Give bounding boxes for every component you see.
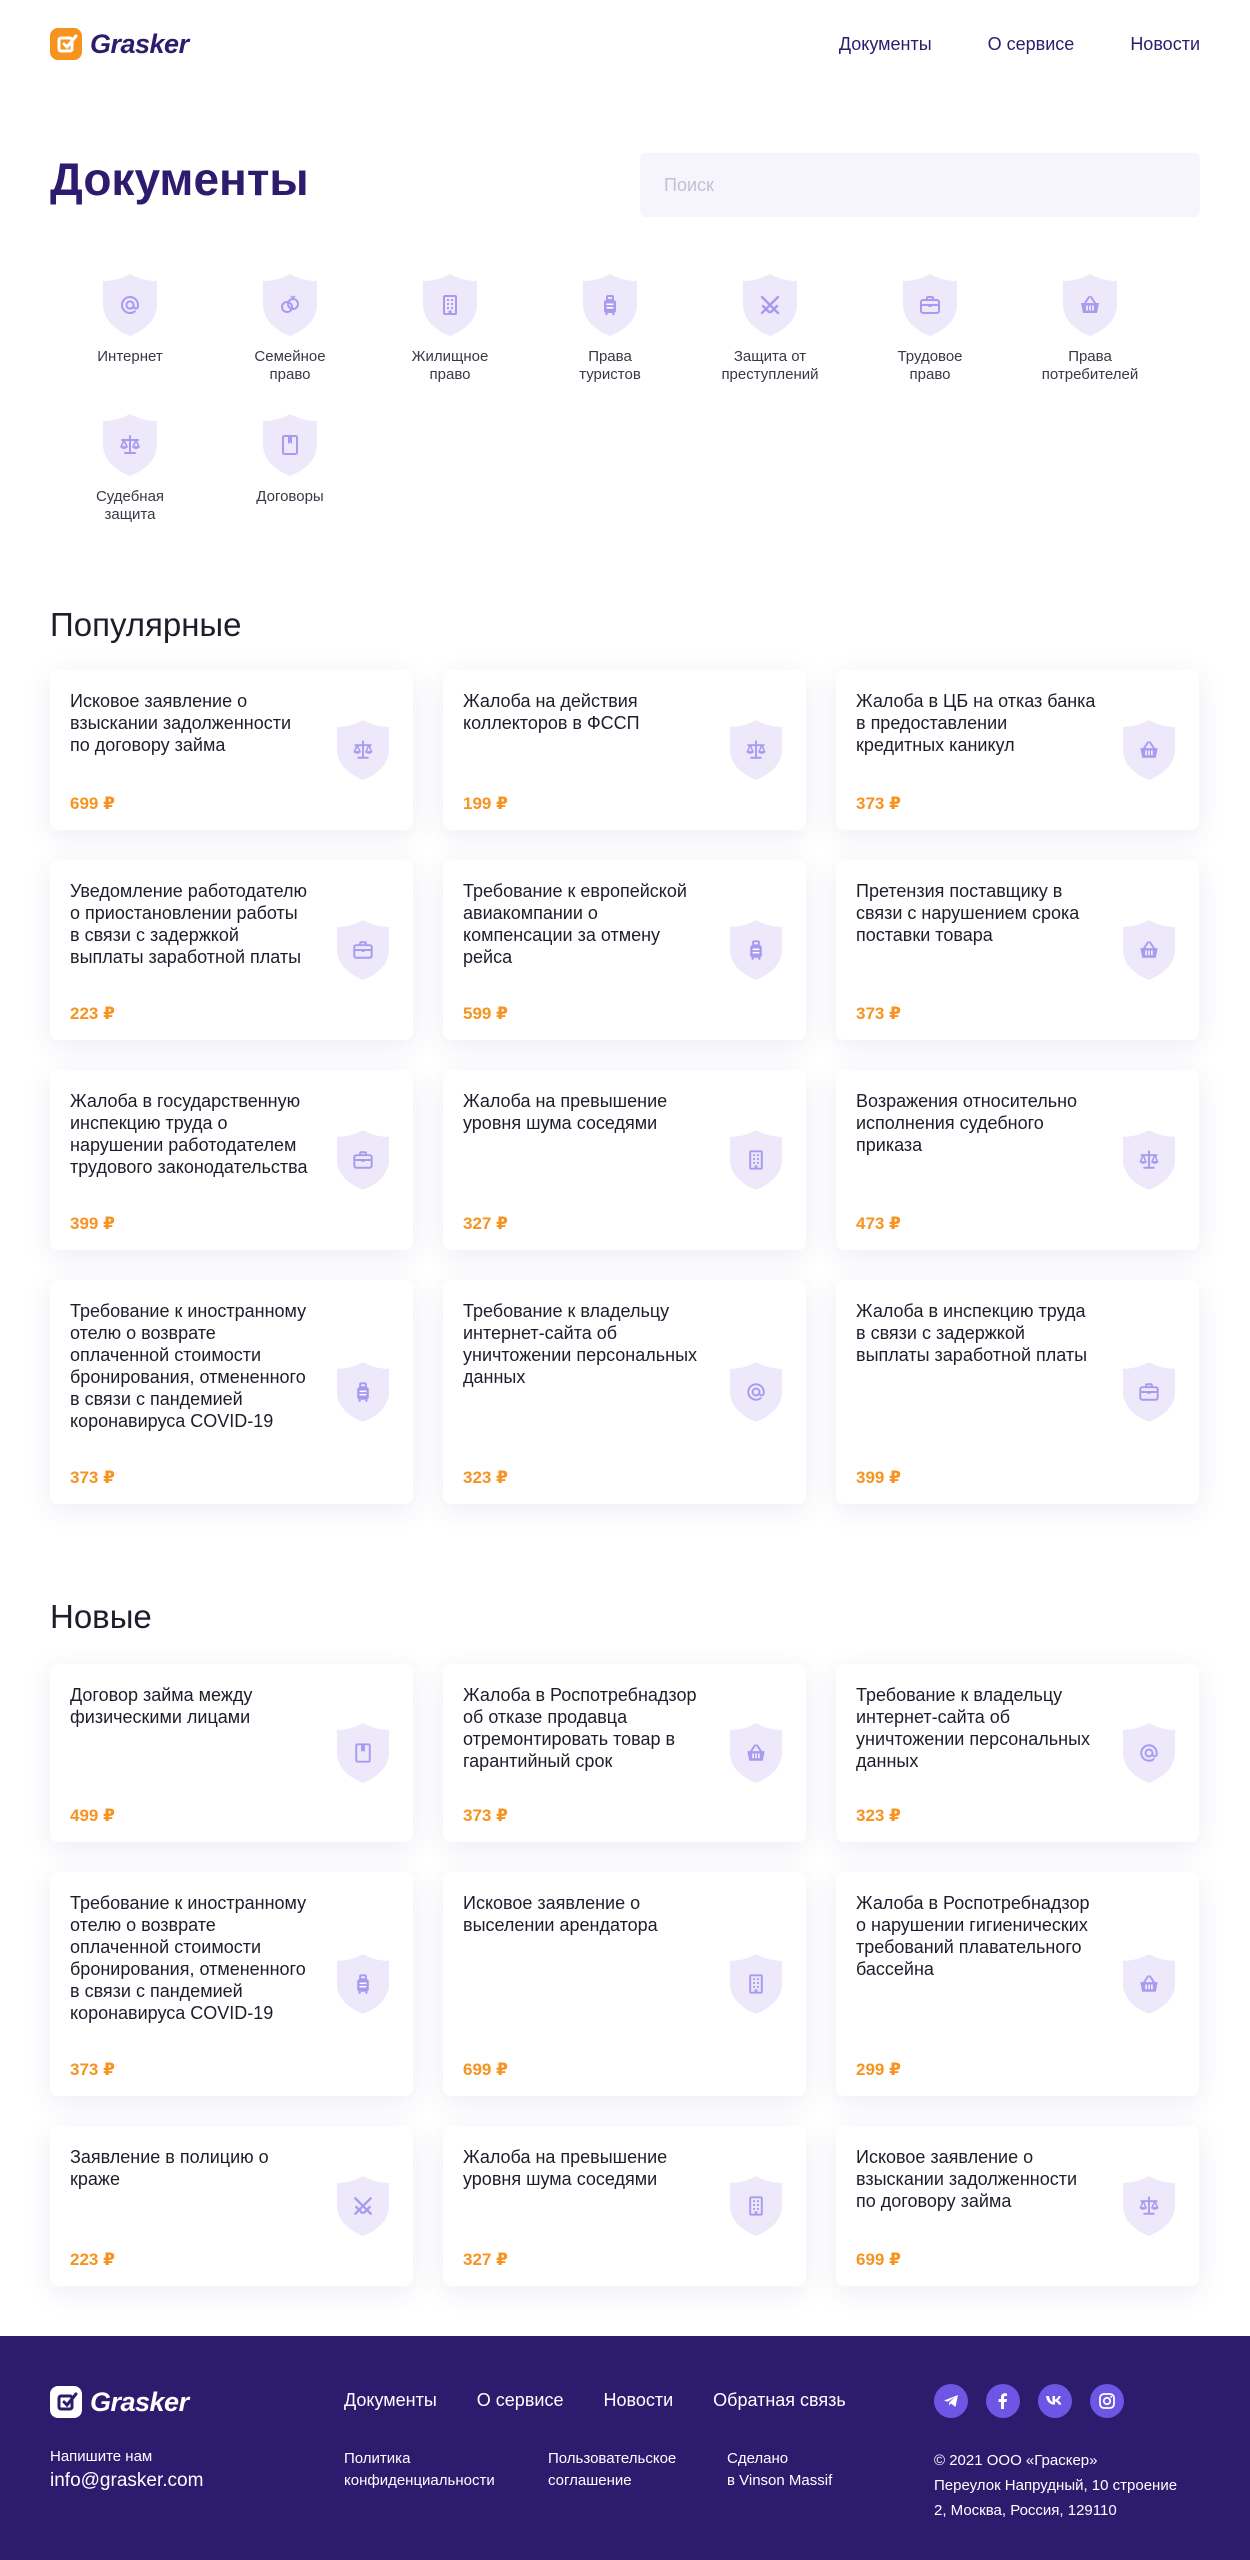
document-card[interactable] [836,1664,1199,1842]
category-label: Судебная защита [95,488,165,523]
document-title: Исковое заявление о выселении арендатора [463,1893,658,1935]
address: Переулок Напрудный, 10 строение 2, Москва, Россия, 129110 [934,2477,1178,2519]
scales-icon [101,412,159,478]
category-label: Права потребителей [1041,348,1139,383]
privacy-policy-link[interactable]: Политика конфиденциальности [344,2450,495,2489]
document-card[interactable] [836,1070,1199,1250]
document-title: Уведомление работодателю о приостановлении работы в связи с задержкой выплаты заработной платы [70,881,307,967]
document-price: 323 ₽ [463,1468,508,1487]
category-label: Семейное право [254,348,326,383]
logo-icon [50,28,82,60]
document-price: 327 ₽ [463,1214,508,1233]
swords-icon [741,272,799,338]
category-item[interactable] [690,272,850,384]
document-title: Требование к иностранному отелю о возврате оплаченной стоимости бронирования, отмененного в связи с пандемией коронавируса COVID-19 [70,1893,307,2023]
building-icon [728,1952,784,2016]
document-card[interactable] [443,1664,806,1842]
popular-section-title: Популярные [50,606,242,643]
footer-logo-text: Grasker [90,2386,189,2417]
at-icon [101,272,159,338]
basket-icon [1061,272,1119,338]
document-card[interactable] [443,2126,806,2286]
user-agreement-link[interactable]: Пользовательское соглашение [548,2450,677,2489]
telegram-icon[interactable] [934,2384,968,2418]
category-list [50,272,1170,524]
document-price: 199 ₽ [463,794,508,813]
document-title: Исковое заявление о взыскании задолженности по договору займа [70,691,292,755]
made-by-link[interactable]: Сделано в Vinson Massif [727,2450,833,2489]
logo-icon [50,2386,82,2418]
document-title: Договор займа между физическими лицами [70,1685,253,1727]
document-card[interactable] [443,1872,806,2096]
document-price: 473 ₽ [856,1214,901,1233]
document-card[interactable] [50,1872,413,2096]
document-title: Возражения относительно исполнения судебного приказа [856,1091,1078,1155]
document-price: 499 ₽ [70,1806,115,1825]
document-price: 373 ₽ [856,794,901,813]
book-icon [335,1721,391,1785]
document-price: 599 ₽ [463,1004,508,1023]
document-price: 323 ₽ [856,1806,901,1825]
document-card[interactable] [50,2126,413,2286]
document-card[interactable] [443,670,806,830]
building-icon [421,272,479,338]
document-title: Требование к иностранному отелю о возврате оплаченной стоимости бронирования, отмененного в связи с пандемией коронавируса COVID-19 [70,1301,307,1431]
category-item[interactable] [210,272,370,384]
category-item[interactable] [50,272,210,384]
document-price: 699 ₽ [463,2060,508,2079]
search-input[interactable] [640,153,1200,217]
document-title: Требование к европейской авиакомпании о компенсации за отмену рейса [463,881,687,967]
at-icon [1121,1721,1177,1785]
document-title: Жалоба на превышение уровня шума соседями [463,1091,668,1133]
briefcase-icon [901,272,959,338]
logo[interactable] [50,28,189,60]
document-title: Жалоба в государственную инспекцию труда о нарушении работодателем трудового законодательства [70,1091,308,1177]
copyright: © 2021 ООО «Граскер» [934,2452,1098,2469]
document-title: Исковое заявление о взыскании задолженности по договору займа [856,2147,1078,2211]
document-card[interactable] [50,670,413,830]
briefcase-icon [1121,1360,1177,1424]
category-item[interactable] [370,272,530,384]
document-card[interactable] [836,670,1199,830]
document-card[interactable] [836,860,1199,1040]
category-item[interactable] [1010,272,1170,384]
nav-documents[interactable]: Документы [838,34,932,54]
document-title: Жалоба в инспекцию труда в связи с задержкой выплаты заработной платы [856,1301,1088,1365]
luggage-icon [728,918,784,982]
document-card[interactable] [50,1664,413,1842]
luggage-icon [335,1952,391,2016]
document-card[interactable] [443,1070,806,1250]
popular-documents-grid [50,670,1200,1504]
document-card[interactable] [836,2126,1199,2286]
basket-icon [1121,1952,1177,2016]
scales-icon [1121,1128,1177,1192]
new-section-title: Новые [50,1598,152,1635]
book-icon [261,412,319,478]
document-title: Жалоба на превышение уровня шума соседями [463,2147,668,2189]
social-links [934,2384,1124,2418]
document-price: 327 ₽ [463,2250,508,2269]
category-item[interactable] [530,272,690,384]
header [0,0,1250,92]
category-label: Интернет [97,348,163,365]
vk-icon[interactable] [1038,2384,1072,2418]
document-title: Требование к владельцу интернет-сайта об уничтожении персональных данных [463,1301,698,1387]
document-price: 223 ₽ [70,1004,115,1023]
new-documents-grid [50,1664,1200,2286]
briefcase-icon [335,918,391,982]
document-price: 373 ₽ [463,1806,508,1825]
basket-icon [1121,918,1177,982]
main-nav [839,34,1200,55]
category-item[interactable] [210,412,370,524]
footer-nav-feedback[interactable]: Обратная связь [713,2390,846,2410]
document-card[interactable] [443,860,806,1040]
luggage-icon [581,272,639,338]
category-label: Договоры [256,488,324,505]
document-title: Требование к владельцу интернет-сайта об уничтожении персональных данных [856,1685,1091,1771]
write-us-label: Напишите нам [50,2448,153,2465]
document-price: 299 ₽ [856,2060,901,2079]
category-item[interactable] [50,412,210,524]
document-price: 373 ₽ [70,2060,115,2079]
document-card[interactable] [50,1280,413,1504]
document-price: 399 ₽ [856,1468,901,1487]
document-price: 223 ₽ [70,2250,115,2269]
footer [0,2336,1250,2560]
document-price: 699 ₽ [70,794,115,813]
category-label: Права туристов [579,348,641,383]
building-icon [728,2174,784,2238]
document-title: Жалоба в Роспотребнадзор о нарушении гигиенических требований плавательного бассейна [856,1893,1090,1979]
contact-email[interactable]: info@grasker.com [50,2470,204,2491]
briefcase-icon [335,1128,391,1192]
document-title: Заявление в полицию о краже [70,2147,269,2189]
document-card[interactable] [50,860,413,1040]
luggage-icon [335,1360,391,1424]
scales-icon [728,718,784,782]
nav-news[interactable]: Новости [1130,34,1200,54]
category-item[interactable] [850,272,1010,384]
logo-text: Grasker [90,28,189,59]
document-card[interactable] [50,1070,413,1250]
footer-nav-documents[interactable]: Документы [344,2390,437,2410]
category-label: Защита от преступлений [721,348,819,383]
document-price: 373 ₽ [70,1468,115,1487]
footer-nav [344,2390,846,2411]
basket-icon [1121,718,1177,782]
scales-icon [335,718,391,782]
footer-logo[interactable] [50,2386,189,2418]
page-title: Документы [50,153,309,205]
instagram-icon[interactable] [1090,2384,1124,2418]
category-label: Трудовое право [897,348,963,383]
document-title: Жалоба на действия коллекторов в ФССП [463,691,640,733]
document-card[interactable] [836,1872,1199,2096]
scales-icon [1121,2174,1177,2238]
basket-icon [728,1721,784,1785]
document-card[interactable] [443,1280,806,1504]
document-title: Претензия поставщику в связи с нарушением срока поставки товара [856,881,1080,945]
rings-icon [261,272,319,338]
building-icon [728,1128,784,1192]
swords-icon [335,2174,391,2238]
footer-nav-about[interactable]: О сервисе [476,2390,564,2410]
document-card[interactable] [836,1280,1199,1504]
document-price: 373 ₽ [856,1004,901,1023]
at-icon [728,1360,784,1424]
document-price: 699 ₽ [856,2250,901,2269]
nav-about[interactable]: О сервисе [987,34,1075,54]
footer-nav-news[interactable]: Новости [603,2390,674,2410]
document-title: Жалоба в ЦБ на отказ банка в предоставлении кредитных каникул [856,691,1096,755]
facebook-icon[interactable] [986,2384,1020,2418]
document-price: 399 ₽ [70,1214,115,1233]
company-info [934,2448,1177,2523]
document-title: Жалоба в Роспотребнадзор об отказе продавца отремонтировать товар в гарантийный срок [463,1685,697,1771]
category-label: Жилищное право [411,348,489,383]
